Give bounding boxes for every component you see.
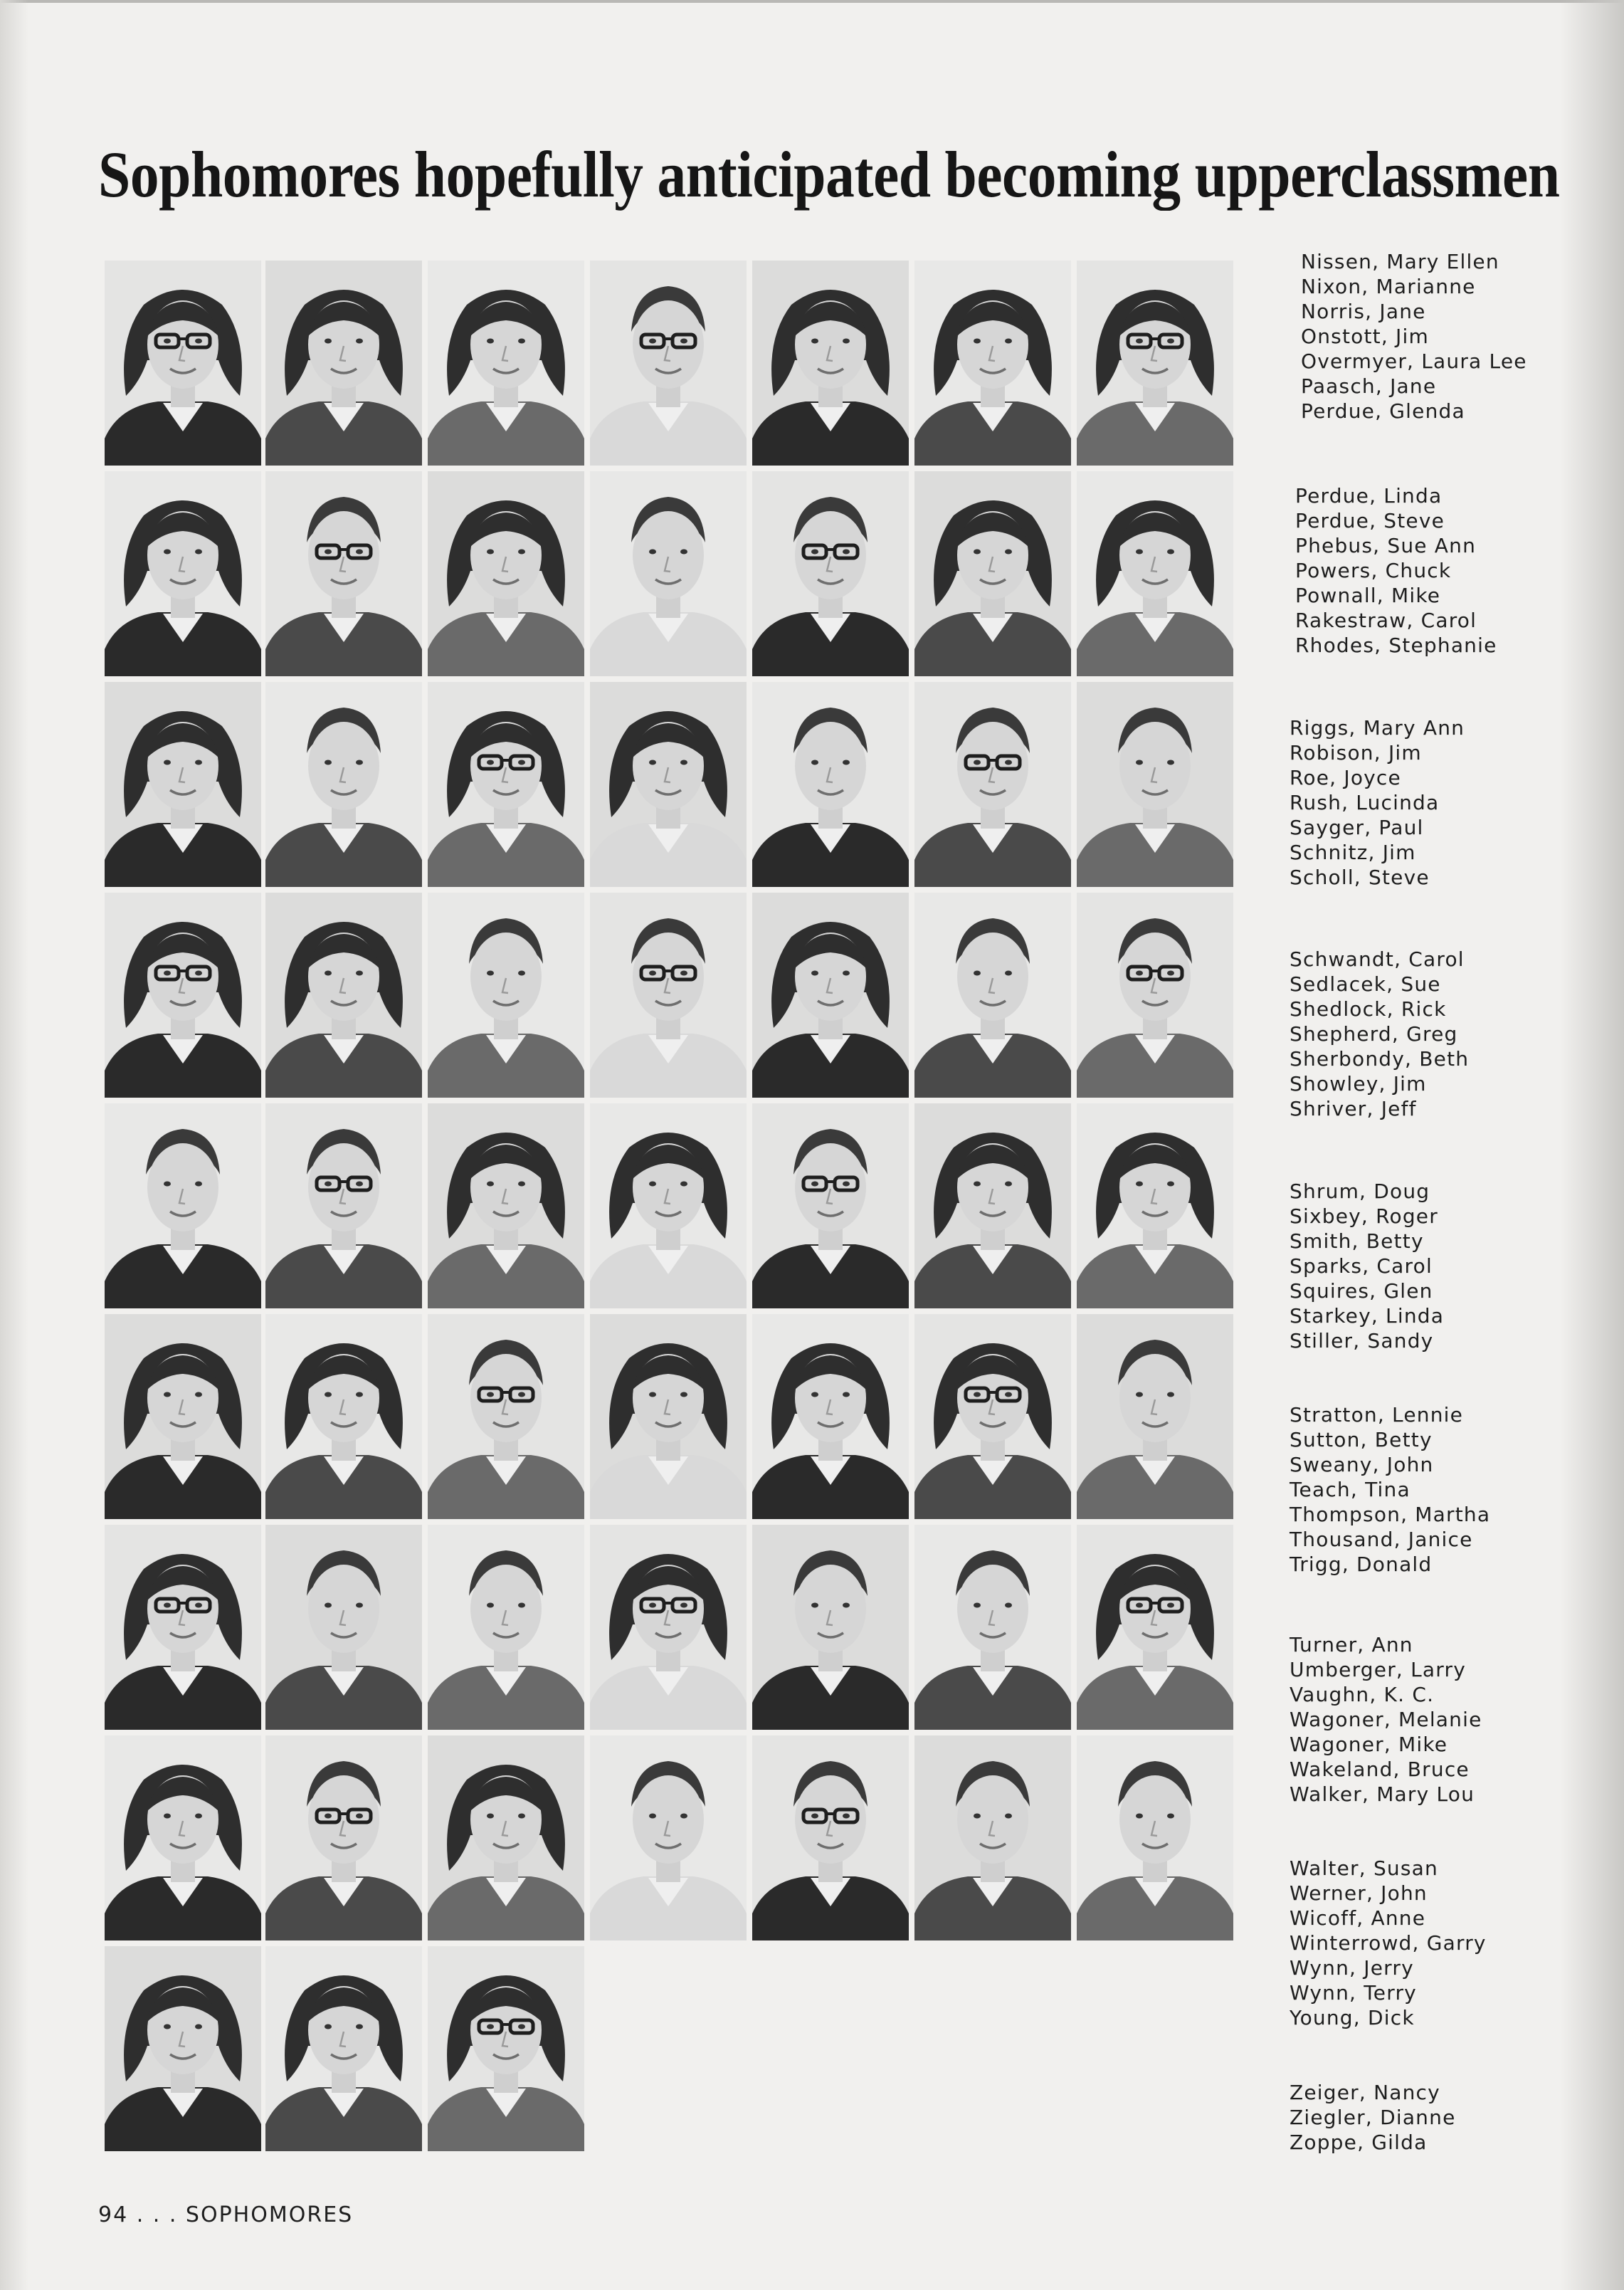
student-name: Robison, Jim — [1290, 741, 1422, 765]
student-name: Sparks, Carol — [1290, 1254, 1433, 1278]
student-name: Onstott, Jim — [1301, 325, 1429, 348]
student-name: Wakeland, Bruce — [1290, 1758, 1470, 1781]
student-name: Sutton, Betty — [1290, 1428, 1433, 1451]
student-name: Young, Dick — [1290, 2006, 1415, 2029]
name-group — [1295, 483, 1594, 658]
portrait-grid — [105, 261, 1233, 2154]
student-portrait-icon — [265, 1946, 422, 2151]
student-name: Nissen, Mary Ellen — [1301, 250, 1499, 273]
student-name: Riggs, Mary Ann — [1290, 716, 1465, 740]
student-portrait-icon — [428, 893, 584, 1098]
student-portrait-icon — [752, 893, 909, 1098]
student-name: Pownall, Mike — [1295, 584, 1441, 607]
student-portrait-icon — [1077, 1314, 1233, 1519]
student-name: Overmyer, Laura Lee — [1301, 350, 1527, 373]
student-name: Stratton, Lennie — [1290, 1403, 1464, 1427]
student-name: Nixon, Marianne — [1301, 275, 1476, 298]
student-name: Showley, Jim — [1290, 1072, 1427, 1096]
student-portrait-icon — [105, 1314, 261, 1519]
student-portrait-icon — [752, 261, 909, 466]
name-group — [1290, 1632, 1588, 1807]
student-portrait-icon — [1077, 893, 1233, 1098]
student-portrait-icon — [265, 1103, 422, 1308]
student-portrait-icon — [265, 1735, 422, 1940]
student-name: Schnitz, Jim — [1290, 841, 1416, 864]
student-portrait-icon — [914, 1735, 1071, 1940]
student-portrait-icon — [428, 1735, 584, 1940]
student-name: Zeiger, Nancy — [1290, 2081, 1440, 2104]
student-portrait-icon — [265, 1525, 422, 1730]
student-name: Sherbondy, Beth — [1290, 1047, 1470, 1071]
student-portrait-icon — [265, 471, 422, 676]
student-portrait-icon — [914, 1103, 1071, 1308]
student-portrait-icon — [428, 1525, 584, 1730]
student-portrait-icon — [914, 893, 1071, 1098]
student-portrait-icon — [105, 893, 261, 1098]
student-name: Teach, Tina — [1290, 1478, 1411, 1501]
student-name: Rush, Lucinda — [1290, 791, 1440, 814]
student-name: Sayger, Paul — [1290, 816, 1424, 839]
student-portrait-icon — [1077, 1103, 1233, 1308]
student-name: Scholl, Steve — [1290, 866, 1430, 889]
student-portrait-icon — [914, 682, 1071, 887]
student-name: Walker, Mary Lou — [1290, 1782, 1475, 1806]
student-name: Sweany, John — [1290, 1453, 1434, 1476]
student-name: Stiller, Sandy — [1290, 1329, 1434, 1353]
name-group — [1290, 1402, 1588, 1577]
student-name: Smith, Betty — [1290, 1229, 1424, 1253]
name-group — [1301, 249, 1600, 424]
student-name: Umberger, Larry — [1290, 1658, 1466, 1681]
student-portrait-icon — [752, 1735, 909, 1940]
student-portrait-icon — [105, 1525, 261, 1730]
name-group — [1290, 1179, 1588, 1353]
student-name: Rakestraw, Carol — [1295, 609, 1477, 632]
student-portrait-icon — [105, 261, 261, 466]
student-portrait-icon — [1077, 471, 1233, 676]
student-name: Wagoner, Melanie — [1290, 1708, 1482, 1731]
student-portrait-icon — [105, 471, 261, 676]
student-name: Walter, Susan — [1290, 1856, 1438, 1880]
student-portrait-icon — [1077, 1735, 1233, 1940]
student-name: Starkey, Linda — [1290, 1304, 1445, 1328]
page-binding-shadow — [0, 0, 28, 2290]
student-name: Wagoner, Mike — [1290, 1733, 1448, 1756]
student-portrait-icon — [428, 1946, 584, 2151]
student-name: Wynn, Terry — [1290, 1981, 1417, 2005]
student-portrait-icon — [590, 261, 747, 466]
student-portrait-icon — [1077, 1525, 1233, 1730]
student-name: Schwandt, Carol — [1290, 947, 1465, 971]
student-name: Shriver, Jeff — [1290, 1097, 1417, 1120]
page-folio: 94 . . . SOPHOMORES — [98, 2202, 354, 2227]
student-portrait-icon — [914, 1525, 1071, 1730]
student-portrait-icon — [752, 471, 909, 676]
student-portrait-icon — [590, 471, 747, 676]
student-name: Sedlacek, Sue — [1290, 972, 1441, 996]
student-portrait-icon — [590, 1735, 747, 1940]
student-name: Powers, Chuck — [1295, 559, 1452, 582]
student-name: Vaughn, K. C. — [1290, 1683, 1435, 1706]
student-portrait-icon — [105, 1735, 261, 1940]
student-portrait-icon — [752, 1314, 909, 1519]
student-name: Phebus, Sue Ann — [1295, 534, 1477, 557]
student-portrait-icon — [265, 682, 422, 887]
student-name: Trigg, Donald — [1290, 1553, 1433, 1576]
student-portrait-icon — [752, 1103, 909, 1308]
student-name: Shepherd, Greg — [1290, 1022, 1458, 1046]
student-portrait-icon — [428, 682, 584, 887]
student-portrait-icon — [428, 1103, 584, 1308]
student-name: Roe, Joyce — [1290, 766, 1401, 789]
student-name: Shrum, Doug — [1290, 1180, 1430, 1203]
student-portrait-icon — [105, 1103, 261, 1308]
student-name: Thousand, Janice — [1290, 1528, 1473, 1551]
name-group — [1290, 1856, 1588, 2030]
student-portrait-icon — [590, 893, 747, 1098]
student-name: Perdue, Steve — [1295, 509, 1445, 532]
student-portrait-icon — [590, 1103, 747, 1308]
student-portrait-icon — [105, 1946, 261, 2151]
student-name: Perdue, Glenda — [1301, 399, 1465, 423]
student-portrait-icon — [105, 682, 261, 887]
student-portrait-icon — [265, 893, 422, 1098]
student-portrait-icon — [914, 471, 1071, 676]
student-name: Turner, Ann — [1290, 1633, 1413, 1656]
student-name: Ziegler, Dianne — [1290, 2106, 1456, 2129]
student-name: Wynn, Jerry — [1290, 1956, 1414, 1980]
student-portrait-icon — [590, 682, 747, 887]
student-name: Werner, John — [1290, 1881, 1428, 1905]
student-name: Perdue, Linda — [1295, 484, 1443, 508]
student-portrait-icon — [428, 1314, 584, 1519]
page-top-edge — [0, 0, 1624, 3]
student-name: Winterrowd, Garry — [1290, 1931, 1487, 1955]
student-name: Paasch, Jane — [1301, 374, 1437, 398]
student-name: Zoppe, Gilda — [1290, 2131, 1428, 2154]
student-portrait-icon — [428, 261, 584, 466]
student-portrait-icon — [590, 1525, 747, 1730]
student-name: Thompson, Martha — [1290, 1503, 1491, 1526]
student-portrait-icon — [914, 1314, 1071, 1519]
student-name: Sixbey, Roger — [1290, 1204, 1438, 1228]
name-group — [1290, 715, 1588, 890]
student-portrait-icon — [1077, 261, 1233, 466]
student-portrait-icon — [1077, 682, 1233, 887]
student-name: Rhodes, Stephanie — [1295, 634, 1497, 657]
name-group — [1290, 947, 1588, 1121]
student-portrait-icon — [265, 1314, 422, 1519]
page-headline: Sophomores hopefully anticipated becoming upperclassmen — [98, 138, 1560, 211]
student-name: Norris, Jane — [1301, 300, 1426, 323]
student-name: Wicoff, Anne — [1290, 1906, 1426, 1930]
student-portrait-icon — [752, 1525, 909, 1730]
student-portrait-icon — [914, 261, 1071, 466]
student-portrait-icon — [265, 261, 422, 466]
student-portrait-icon — [428, 471, 584, 676]
student-name: Squires, Glen — [1290, 1279, 1433, 1303]
name-group — [1290, 2080, 1588, 2155]
student-portrait-icon — [752, 682, 909, 887]
student-name: Shedlock, Rick — [1290, 997, 1447, 1021]
student-portrait-icon — [590, 1314, 747, 1519]
